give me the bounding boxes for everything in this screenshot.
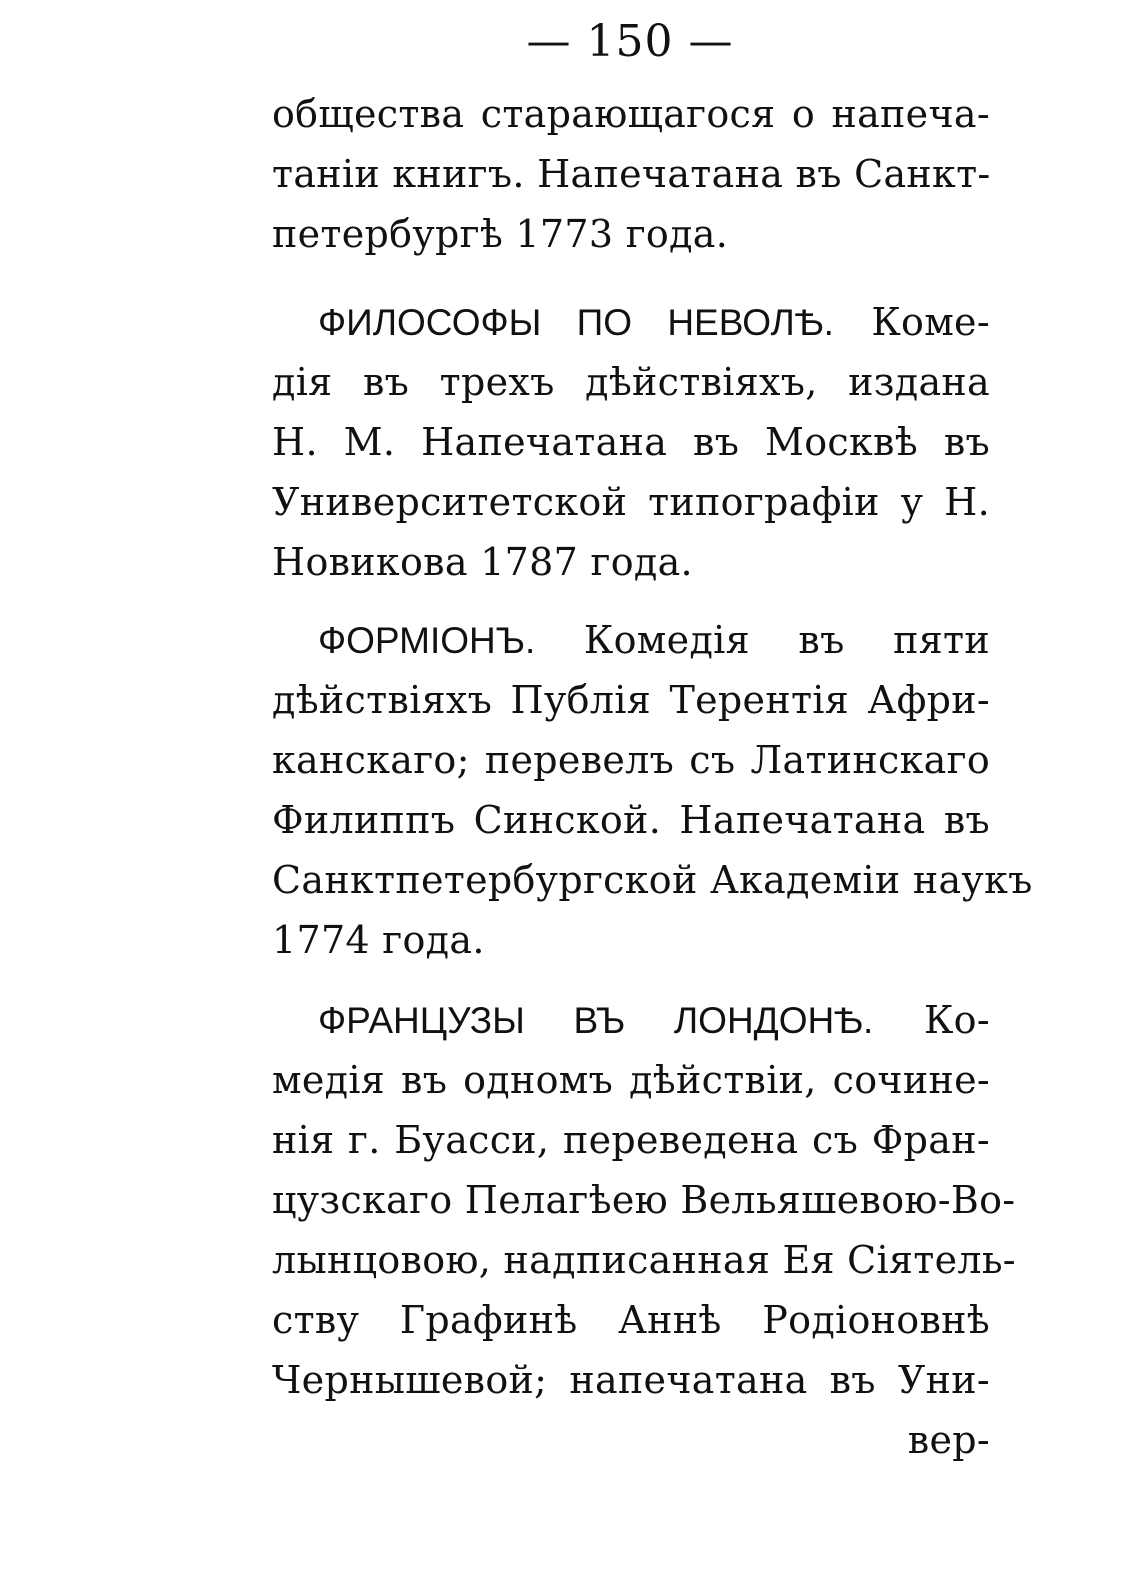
page-number: — 150 — <box>526 16 734 67</box>
entry-francuzy-v-londone <box>272 990 1016 1470</box>
text-line: цузскаго Пелагѣею Вельяшевою-Во- <box>272 1178 1016 1222</box>
entry-first-line-rest: Ко- <box>923 998 990 1042</box>
text-line: канскаго; перевелъ съ Латинскаго <box>272 738 990 782</box>
catchword-line: вер- <box>907 1418 990 1462</box>
text-line: Университетской типографіи у Н. <box>272 480 990 524</box>
entry-first-line <box>272 990 990 1050</box>
text-line: дія въ трехъ дѣйствіяхъ, издана <box>272 360 990 404</box>
text-line: таніи книгъ. Напечатана въ Санкт- <box>272 152 991 196</box>
entry-title: ФРАНЦУЗЫ ВЪ ЛОНДОНѢ. <box>318 1000 874 1041</box>
text-line: дѣйствіяхъ Публія Терентія Афри- <box>272 678 990 722</box>
entry-first-line-rest: Коме- <box>871 300 990 344</box>
text-line: нія г. Буасси, переведена съ Фран- <box>272 1118 990 1162</box>
text-line: 1774 года. <box>272 918 485 962</box>
entry-title: ФИЛОСОФЫ ПО НЕВОЛѢ. <box>318 302 834 343</box>
text-line: Н. М. Напечатана въ Москвѣ въ <box>272 420 990 464</box>
text-line: Чернышевой; напечатана въ Уни- <box>272 1358 990 1402</box>
entry-first-line <box>272 292 990 352</box>
text-line: медія въ одномъ дѣйствіи, сочине- <box>272 1058 990 1102</box>
text-line: Филиппъ Синской. Напечатана въ <box>272 798 990 842</box>
entry-first-line-rest: Комедія въ пяти <box>583 618 990 662</box>
entry-first-line <box>272 610 990 670</box>
entry-title: ФОРМІОНЪ. <box>318 620 536 661</box>
entry-continuation <box>272 84 990 264</box>
text-line: Новикова 1787 года. <box>272 540 693 584</box>
text-line: ству Графинѣ Аннѣ Родіоновнѣ <box>272 1298 990 1342</box>
text-line: Санктпетербургской Академіи наукъ <box>272 858 1033 902</box>
entry-formion <box>272 610 1033 970</box>
text-line: общества старающагося о напеча- <box>272 92 990 136</box>
entry-filosofy-po-nevole <box>272 292 990 592</box>
text-line: петербургѣ 1773 года. <box>272 212 729 256</box>
text-line: лынцовою, надписанная Ея Сіятель- <box>272 1238 1016 1282</box>
